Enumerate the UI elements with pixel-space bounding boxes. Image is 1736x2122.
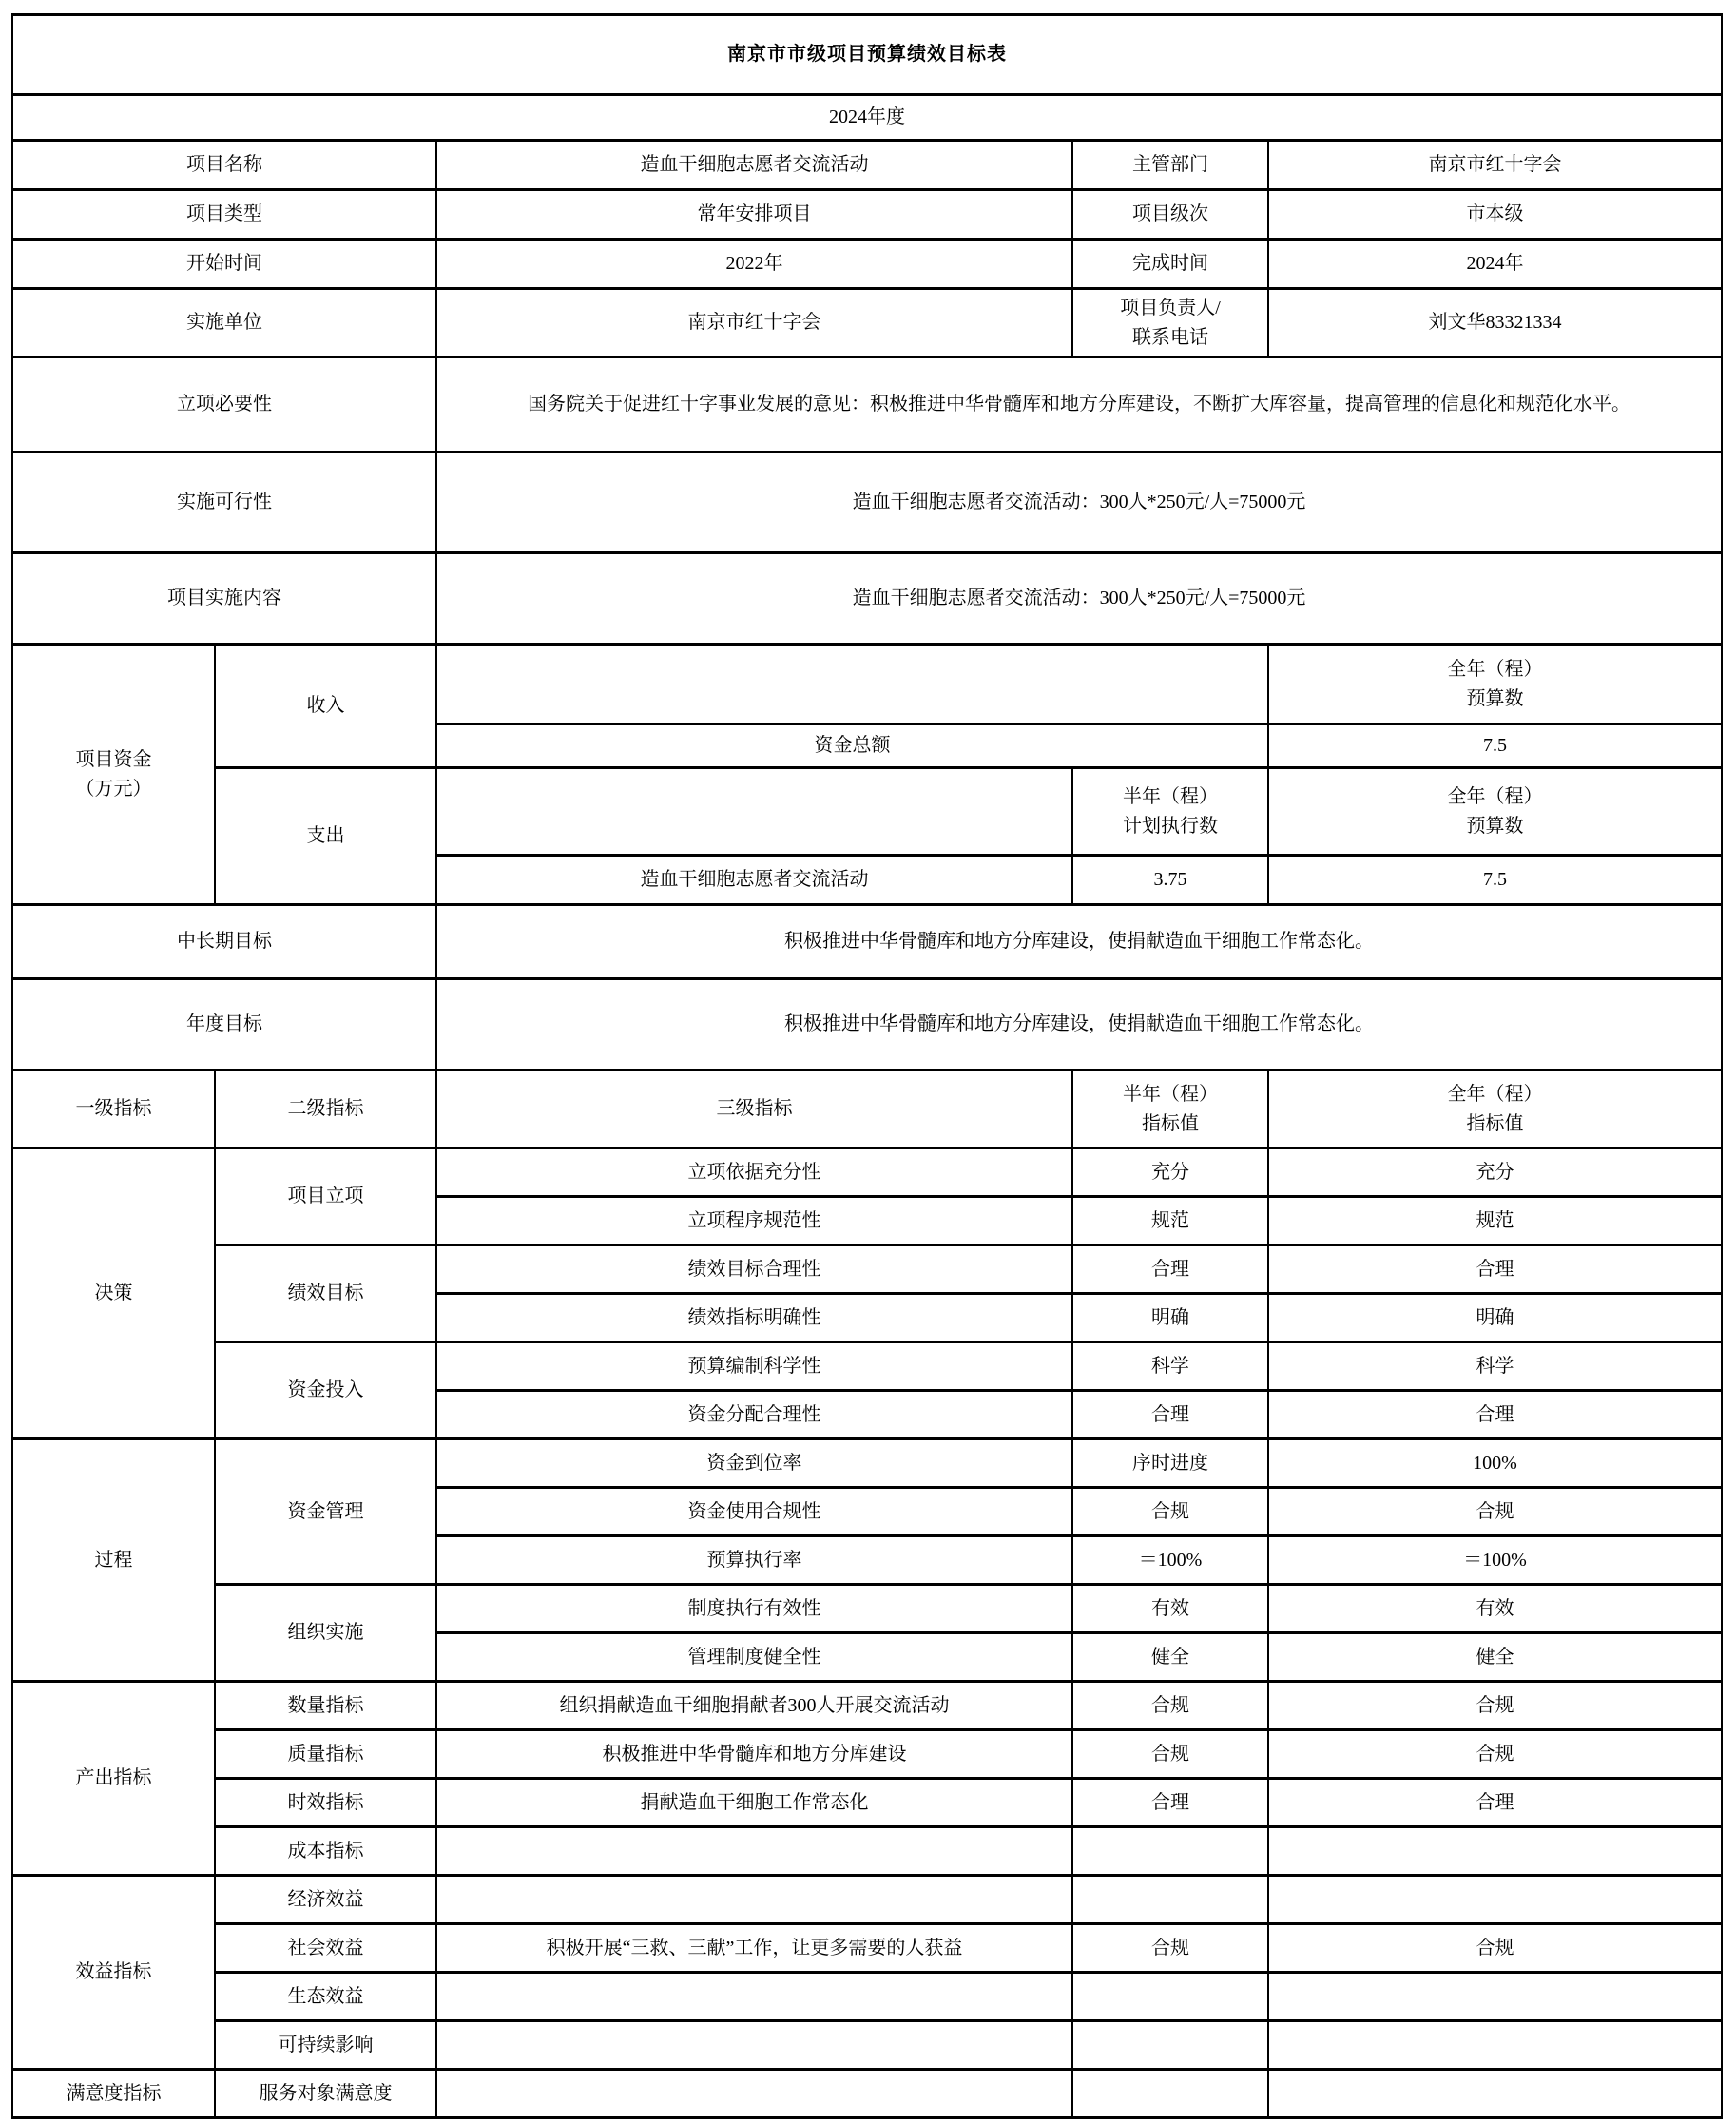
indicator-name: 积极推进中华骨髓库和地方分库建设 — [436, 1730, 1072, 1779]
funding-expense-header-row — [12, 768, 1722, 856]
sub-service-satisfaction-label: 服务对象满意度 — [215, 2070, 436, 2118]
feasibility-content: 造血干细胞志愿者交流活动：300人*250元/人=75000元 — [436, 453, 1722, 553]
midterm-goal-label: 中长期目标 — [12, 905, 436, 979]
indicator-name: 预算执行率 — [436, 1536, 1072, 1585]
funding-income-header-row — [12, 645, 1722, 724]
group-satisfaction-label: 满意度指标 — [12, 2070, 215, 2118]
indicator-row — [12, 1439, 1722, 1488]
indicator-annual-value — [1268, 1876, 1722, 1924]
group-decision-label: 决策 — [12, 1148, 215, 1439]
year-row — [12, 95, 1722, 141]
table-row — [12, 141, 1722, 190]
indicator-level1-header: 一级指标 — [12, 1071, 215, 1148]
group-benefit-label: 效益指标 — [12, 1876, 215, 2070]
expense-item-label: 造血干细胞志愿者交流活动 — [436, 856, 1072, 905]
table-row — [12, 453, 1722, 553]
sub-timeliness-label: 时效指标 — [215, 1779, 436, 1827]
indicator-annual-value: 合理 — [1268, 1391, 1722, 1439]
indicator-name: 资金分配合理性 — [436, 1391, 1072, 1439]
project-type-value: 常年安排项目 — [436, 190, 1072, 240]
indicator-half-value: 合理 — [1072, 1779, 1268, 1827]
indicator-half-value: 健全 — [1072, 1633, 1268, 1682]
expense-annual-value: 7.5 — [1268, 856, 1722, 905]
indicator-name — [436, 2021, 1072, 2070]
table-row — [12, 289, 1722, 357]
indicator-annual-header: 全年（程） 指标值 — [1268, 1071, 1722, 1148]
indicator-row — [12, 2021, 1722, 2070]
income-label: 收入 — [215, 645, 436, 768]
indicator-row — [12, 1682, 1722, 1730]
title-row — [12, 15, 1722, 95]
indicator-annual-value: 合理 — [1268, 1779, 1722, 1827]
indicator-annual-value — [1268, 2021, 1722, 2070]
feasibility-label: 实施可行性 — [12, 453, 436, 553]
indicator-row — [12, 1924, 1722, 1973]
indicator-name: 管理制度健全性 — [436, 1633, 1072, 1682]
expense-half-value: 3.75 — [1072, 856, 1268, 905]
finish-time-value: 2024年 — [1268, 240, 1722, 289]
indicator-half-value: 合规 — [1072, 1682, 1268, 1730]
indicator-half-value — [1072, 1876, 1268, 1924]
indicator-annual-value: 合规 — [1268, 1730, 1722, 1779]
indicator-annual-value: 规范 — [1268, 1197, 1722, 1245]
indicator-annual-value: 明确 — [1268, 1294, 1722, 1342]
implementation-content-value: 造血干细胞志愿者交流活动：300人*250元/人=75000元 — [436, 553, 1722, 645]
start-time-label: 开始时间 — [12, 240, 436, 289]
midterm-goal-content: 积极推进中华骨髓库和地方分库建设，使捐献造血干细胞工作常态化。 — [436, 905, 1722, 979]
sub-organization-label: 组织实施 — [215, 1585, 436, 1682]
indicator-name: 组织捐献造血干细胞捐献者300人开展交流活动 — [436, 1682, 1072, 1730]
indicator-annual-value: 100% — [1268, 1439, 1722, 1488]
indicator-row — [12, 1148, 1722, 1197]
indicator-annual-value: 合理 — [1268, 1245, 1722, 1294]
sub-economic-label: 经济效益 — [215, 1876, 436, 1924]
indicator-half-header: 半年（程） 指标值 — [1072, 1071, 1268, 1148]
indicator-annual-value: 科学 — [1268, 1342, 1722, 1391]
indicator-name: 制度执行有效性 — [436, 1585, 1072, 1633]
indicator-half-value: ＝100% — [1072, 1536, 1268, 1585]
table-row — [12, 190, 1722, 240]
indicator-annual-value: 有效 — [1268, 1585, 1722, 1633]
sub-fund-input-label: 资金投入 — [215, 1342, 436, 1439]
competent-dept-value: 南京市红十字会 — [1268, 141, 1722, 190]
necessity-content: 国务院关于促进红十字事业发展的意见：积极推进中华骨髓库和地方分库建设，不断扩大库容量，提高管理的信息化和规范化水平。 — [436, 357, 1722, 453]
funding-label: 项目资金 （万元） — [12, 645, 215, 905]
sub-social-label: 社会效益 — [215, 1924, 436, 1973]
indicator-name: 预算编制科学性 — [436, 1342, 1072, 1391]
indicator-row — [12, 2070, 1722, 2118]
implement-unit-label: 实施单位 — [12, 289, 436, 357]
table-row — [12, 979, 1722, 1071]
competent-dept-label: 主管部门 — [1072, 141, 1268, 190]
indicator-name — [436, 1827, 1072, 1876]
income-annual-header: 全年（程） 预算数 — [1268, 645, 1722, 724]
indicator-header-row — [12, 1071, 1722, 1148]
indicator-half-value: 合理 — [1072, 1391, 1268, 1439]
project-type-label: 项目类型 — [12, 190, 436, 240]
project-level-value: 市本级 — [1268, 190, 1722, 240]
table-row — [12, 553, 1722, 645]
budget-performance-table — [11, 13, 1723, 2119]
expense-label: 支出 — [215, 768, 436, 905]
indicator-name: 立项程序规范性 — [436, 1197, 1072, 1245]
income-total-label: 资金总额 — [436, 724, 1268, 768]
table-row — [12, 905, 1722, 979]
indicator-half-value: 明确 — [1072, 1294, 1268, 1342]
project-leader-label: 项目负责人/ 联系电话 — [1072, 289, 1268, 357]
indicator-half-value: 充分 — [1072, 1148, 1268, 1197]
implementation-content-label: 项目实施内容 — [12, 553, 436, 645]
indicator-half-value: 规范 — [1072, 1197, 1268, 1245]
indicator-name: 绩效指标明确性 — [436, 1294, 1072, 1342]
indicator-name — [436, 2070, 1072, 2118]
indicator-name: 立项依据充分性 — [436, 1148, 1072, 1197]
sub-project-initiation-label: 项目立项 — [215, 1148, 436, 1245]
indicator-name: 绩效目标合理性 — [436, 1245, 1072, 1294]
indicator-row — [12, 1245, 1722, 1294]
indicator-annual-value — [1268, 1827, 1722, 1876]
indicator-half-value: 科学 — [1072, 1342, 1268, 1391]
indicator-half-value: 有效 — [1072, 1585, 1268, 1633]
indicator-half-value: 合规 — [1072, 1924, 1268, 1973]
sub-quantity-label: 数量指标 — [215, 1682, 436, 1730]
annual-goal-content: 积极推进中华骨髓库和地方分库建设，使捐献造血干细胞工作常态化。 — [436, 979, 1722, 1071]
indicator-annual-value: 充分 — [1268, 1148, 1722, 1197]
indicator-row — [12, 1779, 1722, 1827]
implement-unit-value: 南京市红十字会 — [436, 289, 1072, 357]
indicator-annual-value: 合规 — [1268, 1924, 1722, 1973]
project-level-label: 项目级次 — [1072, 190, 1268, 240]
indicator-name — [436, 1876, 1072, 1924]
indicator-name: 积极开展“三救、三献”工作，让更多需要的人获益 — [436, 1924, 1072, 1973]
indicator-half-value — [1072, 1973, 1268, 2021]
indicator-name — [436, 1973, 1072, 2021]
indicator-half-value — [1072, 2021, 1268, 2070]
group-process-label: 过程 — [12, 1439, 215, 1682]
project-name-label: 项目名称 — [12, 141, 436, 190]
indicator-name: 资金使用合规性 — [436, 1488, 1072, 1536]
project-leader-value: 刘文华83321334 — [1268, 289, 1722, 357]
period-label: 2024年度 — [12, 95, 1722, 141]
sub-ecological-label: 生态效益 — [215, 1973, 436, 2021]
project-name-value: 造血干细胞志愿者交流活动 — [436, 141, 1072, 190]
table-row — [12, 357, 1722, 453]
sub-performance-goal-label: 绩效目标 — [215, 1245, 436, 1342]
sub-cost-label: 成本指标 — [215, 1827, 436, 1876]
expense-header-blank — [436, 768, 1072, 856]
group-output-label: 产出指标 — [12, 1682, 215, 1876]
indicator-half-value: 合规 — [1072, 1488, 1268, 1536]
sub-fund-management-label: 资金管理 — [215, 1439, 436, 1585]
indicator-annual-value: 健全 — [1268, 1633, 1722, 1682]
income-total-value: 7.5 — [1268, 724, 1722, 768]
expense-half-header: 半年（程） 计划执行数 — [1072, 768, 1268, 856]
indicator-row — [12, 1876, 1722, 1924]
indicator-annual-value — [1268, 1973, 1722, 2021]
indicator-half-value — [1072, 2070, 1268, 2118]
finish-time-label: 完成时间 — [1072, 240, 1268, 289]
necessity-label: 立项必要性 — [12, 357, 436, 453]
expense-annual-header: 全年（程） 预算数 — [1268, 768, 1722, 856]
indicator-annual-value: 合规 — [1268, 1488, 1722, 1536]
indicator-half-value — [1072, 1827, 1268, 1876]
indicator-row — [12, 1973, 1722, 2021]
indicator-half-value: 合理 — [1072, 1245, 1268, 1294]
start-time-value: 2022年 — [436, 240, 1072, 289]
income-header-blank — [436, 645, 1268, 724]
annual-goal-label: 年度目标 — [12, 979, 436, 1071]
indicator-level3-header: 三级指标 — [436, 1071, 1072, 1148]
indicator-half-value: 合规 — [1072, 1730, 1268, 1779]
indicator-level2-header: 二级指标 — [215, 1071, 436, 1148]
indicator-half-value: 序时进度 — [1072, 1439, 1268, 1488]
indicator-row — [12, 1342, 1722, 1391]
indicator-annual-value: 合规 — [1268, 1682, 1722, 1730]
indicator-annual-value: ＝100% — [1268, 1536, 1722, 1585]
table-row — [12, 240, 1722, 289]
sub-sustainability-label: 可持续影响 — [215, 2021, 436, 2070]
indicator-row — [12, 1827, 1722, 1876]
indicator-annual-value — [1268, 2070, 1722, 2118]
indicator-name: 资金到位率 — [436, 1439, 1072, 1488]
sub-quality-label: 质量指标 — [215, 1730, 436, 1779]
indicator-name: 捐献造血干细胞工作常态化 — [436, 1779, 1072, 1827]
indicator-row — [12, 1730, 1722, 1779]
indicator-row — [12, 1585, 1722, 1633]
page-title: 南京市市级项目预算绩效目标表 — [12, 15, 1722, 95]
